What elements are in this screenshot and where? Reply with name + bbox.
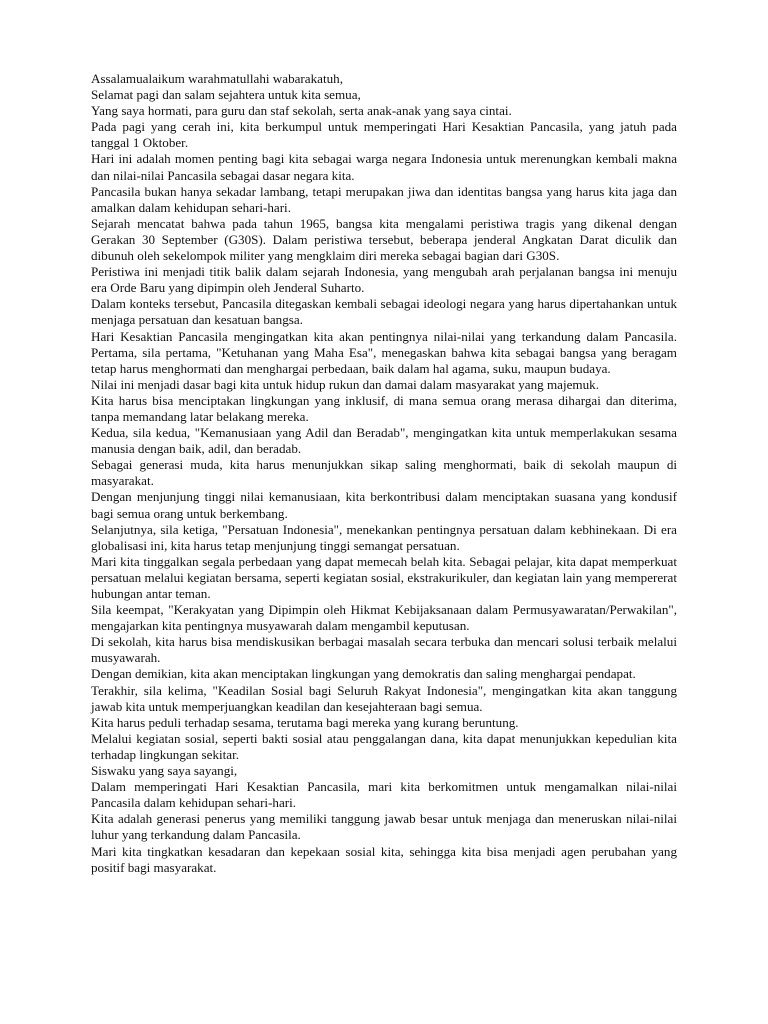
body-paragraph: Dengan menjunjung tinggi nilai kemanusiaan, kita berkontribusi dalam menciptakan suasana yang kondusif bagi semua orang untuk berkembang.	[91, 489, 677, 521]
body-paragraph: Pada pagi yang cerah ini, kita berkumpul untuk memperingati Hari Kesaktian Pancasila, yang jatuh pada tanggal 1 Oktober.	[91, 119, 677, 151]
body-paragraph: Melalui kegiatan sosial, seperti bakti sosial atau penggalangan dana, kita dapat menunjukkan kepedulian kita terhadap lingkungan sekitar.	[91, 730, 677, 762]
closing-paragraph: Mari kita tingkatkan kesadaran dan kepekaan sosial kita, sehingga kita bisa menjadi agen perubahan yang positif bagi masyarakat.	[91, 843, 677, 875]
body-paragraph: Dalam memperingati Hari Kesaktian Pancasila, mari kita berkomitmen untuk mengamalkan nilai-nilai Pancasila dalam kehidupan sehari-hari.	[91, 779, 677, 811]
body-paragraph: Hari ini adalah momen penting bagi kita sebagai warga negara Indonesia untuk merenungkan kembali makna dan nilai-nilai Pancasila sebagai dasar negara kita.	[91, 151, 677, 183]
body-paragraph: Sila keempat, "Kerakyatan yang Dipimpin oleh Hikmat Kebijaksanaan dalam Permusyawaratan/Perwakilan", mengajarkan kita pentingnya musyawarah dalam mengambil keputusan.	[91, 602, 677, 634]
body-paragraph: Pancasila bukan hanya sekadar lambang, tetapi merupakan jiwa dan identitas bangsa yang harus kita jaga dan amalkan dalam kehidupan sehari-hari.	[91, 183, 677, 215]
address-paragraph: Siswaku yang saya sayangi,	[91, 763, 238, 779]
body-paragraph: Sebagai generasi muda, kita harus menunjukkan sikap saling menghormati, baik di sekolah maupun di masyarakat.	[91, 457, 677, 489]
body-paragraph: Terakhir, sila kelima, "Keadilan Sosial bagi Seluruh Rakyat Indonesia", mengingatkan kita akan tanggung jawab kita untuk memperjuangkan keadilan dan kesejahteraan bagi semua.	[91, 682, 677, 714]
body-paragraph: Kita harus peduli terhadap sesama, terutama bagi mereka yang kurang beruntung.	[91, 714, 519, 730]
body-paragraph: Hari Kesaktian Pancasila mengingatkan kita akan pentingnya nilai-nilai yang terkandung dalam Pancasila. Pertama, sila pertama, "Ketuhanan yang Maha Esa", menegaskan bahwa kita sebagai bangsa yang beragam tetap harus menghormati dan menghargai perbedaan, baik dalam hal agama, suku, maupun budaya.	[91, 328, 677, 376]
document-page	[91, 71, 677, 876]
greeting-paragraph: Assalamualaikum warahmatullahi wabarakatuh,	[91, 71, 343, 86]
body-paragraph: Nilai ini menjadi dasar bagi kita untuk hidup rukun dan damai dalam masyarakat yang majemuk.	[91, 376, 599, 392]
body-paragraph: Kita adalah generasi penerus yang memiliki tanggung jawab besar untuk menjaga dan meneruskan nilai-nilai luhur yang terkandung dalam Pancasila.	[91, 811, 677, 843]
body-paragraph: Di sekolah, kita harus bisa mendiskusikan berbagai masalah secara terbuka dan mencari solusi terbaik melalui musyawarah.	[91, 634, 677, 666]
body-paragraph: Mari kita tinggalkan segala perbedaan yang dapat memecah belah kita. Sebagai pelajar, kita dapat memperkuat persatuan melalui kegiatan bersama, seperti kegiatan sosial, ekstrakurikuler, dan kegiatan lain yang mempererat hubungan antar teman.	[91, 553, 677, 601]
body-paragraph: Peristiwa ini menjadi titik balik dalam sejarah Indonesia, yang mengubah arah perjalanan bangsa ini menuju era Orde Baru yang dipimpin oleh Jenderal Suharto.	[91, 264, 677, 296]
body-paragraph: Sejarah mencatat bahwa pada tahun 1965, bangsa kita mengalami peristiwa tragis yang dikenal dengan Gerakan 30 September (G30S). Dalam peristiwa tersebut, beberapa jenderal Angkatan Darat diculik dan dibunuh oleh sekelompok militer yang mengklaim diri mereka sebagai bagian dari G30S.	[91, 215, 677, 264]
body-paragraph: Dalam konteks tersebut, Pancasila ditegaskan kembali sebagai ideologi negara yang harus dipertahankan untuk menjaga persatuan dan kesatuan bangsa.	[91, 296, 677, 328]
body-paragraph: Kedua, sila kedua, "Kemanusiaan yang Adil dan Beradab", mengingatkan kita untuk memperlakukan sesama manusia dengan baik, adil, dan beradab.	[91, 425, 677, 457]
salutation-paragraph: Selamat pagi dan salam sejahtera untuk kita semua,	[91, 87, 361, 103]
body-paragraph: Kita harus bisa menciptakan lingkungan yang inklusif, di mana semua orang merasa dihargai dan diterima, tanpa memandang latar belakang mereka.	[91, 392, 677, 424]
respect-paragraph: Yang saya hormati, para guru dan staf sekolah, serta anak-anak yang saya cintai.	[91, 103, 512, 119]
body-paragraph: Dengan demikian, kita akan menciptakan lingkungan yang demokratis dan saling menghargai pendapat.	[91, 666, 636, 682]
body-paragraph: Selanjutnya, sila ketiga, "Persatuan Indonesia", menekankan pentingnya persatuan dalam kebhinekaan. Di era globalisasi ini, kita harus tetap menjunjung tinggi semangat persatuan.	[91, 521, 677, 553]
